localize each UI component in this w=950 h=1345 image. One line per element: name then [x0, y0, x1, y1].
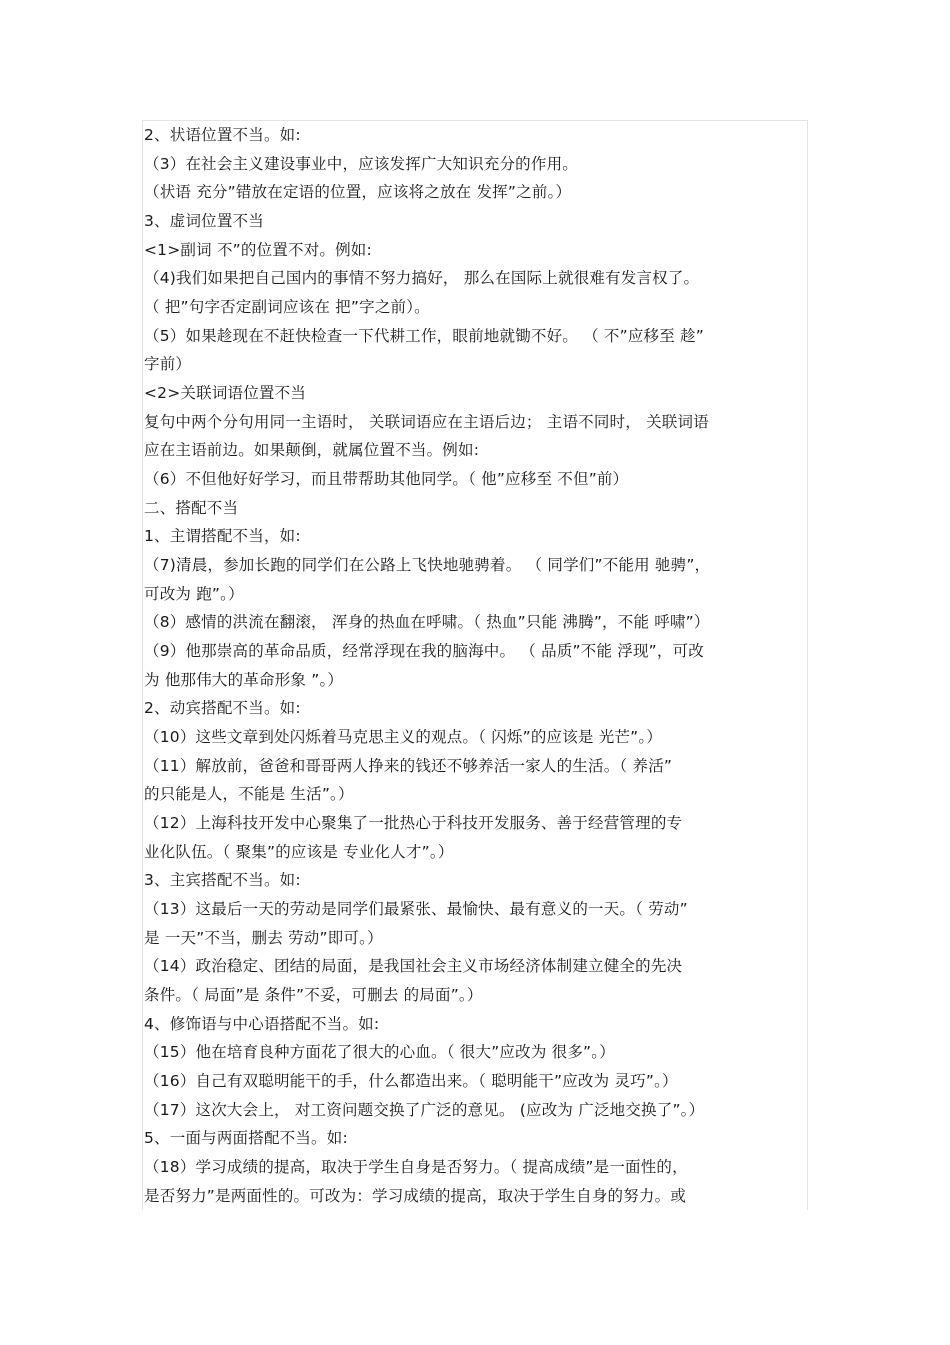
text-line: 4、修饰语与中心语搭配不当。如: — [144, 1015, 380, 1033]
text-line: （15）他在培育良种方面花了很大的心血。（ 很大”应改为 很多”。） — [144, 1043, 615, 1061]
text-line: （状语 充分”错放在定语的位置，应该将之放在 发挥”之前。） — [144, 183, 572, 201]
text-line: 复句中两个分句用同一主语时， 关联词语应在主语后边； 主语不同时， 关联词语 — [144, 413, 709, 431]
text-line: （18）学习成绩的提高，取决于学生自身是否努力。（ 提高成绩”是一面性的， — [144, 1158, 688, 1176]
text-line: （ 把”句字否定副词应该在 把”字之前）。 — [144, 298, 430, 316]
text-line: （17）这次大会上， 对工资问题交换了广泛的意见。 (应改为 广泛地交换了”。） — [144, 1101, 705, 1119]
text-line: 应在主语前边。如果颠倒，就属位置不当。例如: — [144, 441, 480, 459]
text-line: （12）上海科技开发中心聚集了一批热心于科技开发服务、善于经营管理的专 — [144, 814, 683, 832]
text-line: 2、状语位置不当。如: — [144, 126, 301, 144]
text-line: 1、主谓搭配不当，如: — [144, 527, 301, 545]
text-line: 3、主宾搭配不当。如: — [144, 871, 301, 889]
text-line: 字前） — [144, 355, 192, 373]
text-line: （14）政治稳定、团结的局面，是我国社会主义市场经济体制建立健全的先决 — [144, 957, 683, 975]
text-line: <1>副词 不”的位置不对。例如: — [144, 241, 372, 259]
text-line: 为 他那伟大的革命形象 ”。） — [144, 671, 344, 689]
text-line: （13）这最后一天的劳动是同学们最紧张、最愉快、最有意义的一天。（ 劳动” — [144, 900, 688, 918]
text-line: （5）如果趁现在不赶快检查一下代耕工作，眼前地就锄不好。 （ 不”应移至 趁” — [144, 327, 705, 345]
text-line: （8）感情的洪流在翻滚， 浑身的热血在呼啸。（ 热血”只能 沸腾”，不能 呼啸”） — [144, 613, 710, 631]
text-line: 条件。（ 局面”是 条件”不妥，可删去 的局面”。） — [144, 986, 483, 1004]
text-line: 二、搭配不当 — [144, 499, 239, 517]
text-line: （7)清晨，参加长跑的同学们在公路上飞快地驰骋着。 （ 同学们”不能用 驰骋”， — [144, 556, 711, 574]
text-line: （16）自己有双聪明能干的手，什么都造出来。（ 聪明能干”应改为 灵巧”。） — [144, 1072, 678, 1090]
text-line: 5、一面与两面搭配不当。如: — [144, 1129, 348, 1147]
text-line: 3、虚词位置不当 — [144, 212, 264, 230]
text-line: （4)我们如果把自己国内的事情不努力搞好， 那么在国际上就很难有发言权了。 — [144, 269, 700, 287]
text-line: 是否努力”是两面性的。可改为：学习成绩的提高，取决于学生自身的努力。或 — [144, 1187, 687, 1205]
text-line: 可改为 跑”。） — [144, 585, 244, 603]
document-page — [142, 120, 808, 1210]
text-line: 是 一天”不当，删去 劳动”即可。） — [144, 929, 383, 947]
text-line: 业化队伍。（ 聚集”的应该是 专业化人才”。） — [144, 843, 454, 861]
text-line: 的只能是人，不能是 生活”。） — [144, 785, 354, 803]
text-line: （11）解放前，爸爸和哥哥两人挣来的钱还不够养活一家人的生活。（ 养活” — [144, 757, 673, 775]
text-line: （9）他那崇高的革命品质，经常浮现在我的脑海中。 （ 品质”不能 浮现”，可改 — [144, 642, 705, 660]
text-line: 2、动宾搭配不当。如: — [144, 699, 301, 717]
text-line: （6）不但他好好学习，而且带帮助其他同学。（ 他”应移至 不但”前） — [144, 470, 629, 488]
text-line: <2>关联词语位置不当 — [144, 384, 307, 402]
text-line: （10）这些文章到处闪烁着马克思主义的观点。（ 闪烁”的应该是 光芒”。） — [144, 728, 663, 746]
text-line: （3）在社会主义建设事业中，应该发挥广大知识充分的作用。 — [144, 155, 578, 173]
